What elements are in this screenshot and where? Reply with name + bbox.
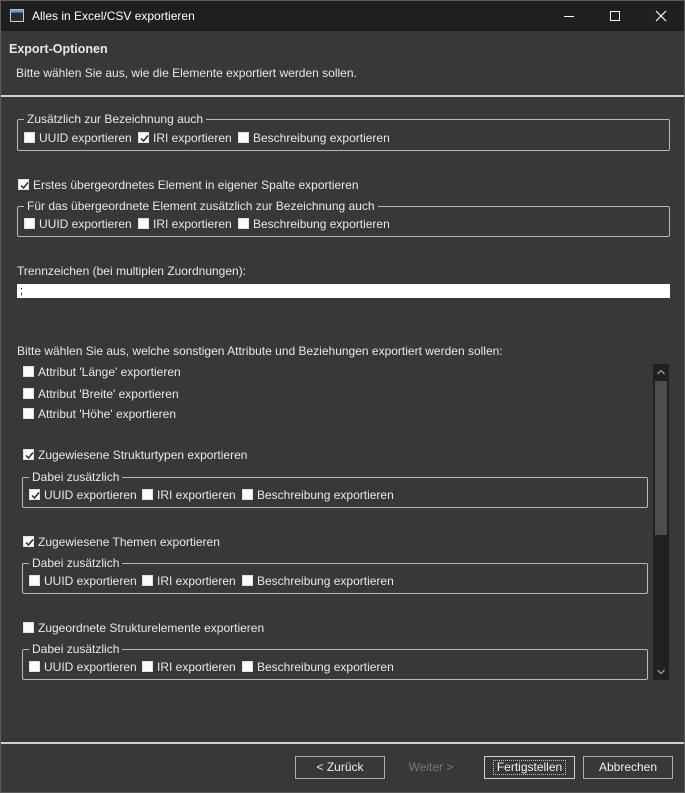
checkmark-icon xyxy=(139,133,150,144)
group-legend: Dabei zusätzlich xyxy=(29,556,122,570)
checkmark-icon xyxy=(30,490,41,501)
checkbox-box[interactable] xyxy=(23,388,34,399)
checkbox-box[interactable] xyxy=(23,408,34,419)
checkbox-label: Zugewiesene Themen exportieren xyxy=(38,535,220,549)
window-title: Alles in Excel/CSV exportieren xyxy=(32,9,195,23)
back-button[interactable]: < Zurück xyxy=(295,756,385,779)
checkbox-parent-column[interactable] xyxy=(18,177,359,193)
checkbox-label: IRI exportieren xyxy=(157,574,236,588)
scroll-up-button[interactable] xyxy=(653,364,669,380)
cancel-button[interactable]: Abbrechen xyxy=(583,756,673,779)
checkbox-label: Attribut 'Höhe' exportieren xyxy=(38,407,176,421)
checkbox-st-description[interactable] xyxy=(242,487,394,503)
scroll-down-button[interactable] xyxy=(653,664,669,680)
checkbox-box[interactable] xyxy=(23,449,34,460)
checkbox-box[interactable] xyxy=(142,661,153,672)
finish-button-label: Fertigstellen xyxy=(493,760,566,775)
scrollbar-thumb[interactable] xyxy=(655,381,667,535)
separator-label: Trennzeichen (bei multiplen Zuordnungen): xyxy=(17,264,247,278)
checkbox-box[interactable] xyxy=(238,218,249,229)
checkbox-th-uuid[interactable] xyxy=(29,573,137,589)
checkbox-themes[interactable] xyxy=(23,534,220,550)
checkbox-label: Beschreibung exportieren xyxy=(257,488,394,502)
checkbox-box[interactable] xyxy=(142,575,153,586)
checkbox-se-iri[interactable] xyxy=(142,659,236,675)
finish-button[interactable] xyxy=(484,756,575,779)
checkbox-label: Beschreibung exportieren xyxy=(257,574,394,588)
checkbox-width[interactable] xyxy=(23,386,179,402)
checkbox-box[interactable] xyxy=(29,575,40,586)
checkbox-label: IRI exportieren xyxy=(153,217,232,231)
checkbox-box[interactable] xyxy=(23,622,34,633)
checkbox-length[interactable] xyxy=(23,364,181,380)
group-legend: Dabei zusätzlich xyxy=(29,642,122,656)
checkbox-label: IRI exportieren xyxy=(157,488,236,502)
checkbox-box[interactable] xyxy=(23,366,34,377)
checkbox-iri[interactable] xyxy=(138,130,232,146)
page-subtitle: Bitte wählen Sie aus, wie die Elemente exportiert werden sollen. xyxy=(16,66,357,80)
group-legend: Für das übergeordnete Element zusätzlich zur Bezeichnung auch xyxy=(24,199,378,213)
checkbox-box[interactable] xyxy=(142,489,153,500)
attributes-intro: Bitte wählen Sie aus, welche sonstigen Attribute und Beziehungen exportiert werden sollen: xyxy=(17,344,503,358)
maximize-button[interactable] xyxy=(592,1,638,31)
group-legend: Zusätzlich zur Bezeichnung auch xyxy=(24,112,206,126)
checkbox-box[interactable] xyxy=(24,218,35,229)
checkbox-structure-types[interactable] xyxy=(23,447,247,463)
checkbox-box[interactable] xyxy=(29,661,40,672)
checkbox-box[interactable] xyxy=(138,132,149,143)
checkbox-label: Zugewiesene Strukturtypen exportieren xyxy=(38,448,248,462)
chevron-down-icon xyxy=(653,669,669,683)
checkbox-box[interactable] xyxy=(242,489,253,500)
checkbox-label: Attribut 'Länge' exportieren xyxy=(38,365,181,379)
separator-input[interactable]: ; xyxy=(17,284,670,298)
checkbox-box[interactable] xyxy=(242,575,253,586)
checkbox-box[interactable] xyxy=(29,489,40,500)
checkbox-th-description[interactable] xyxy=(242,573,394,589)
checkbox-parent-description[interactable] xyxy=(238,216,390,232)
checkbox-label: IRI exportieren xyxy=(153,131,232,145)
window-icon xyxy=(10,9,24,22)
checkbox-label: Beschreibung exportieren xyxy=(253,131,390,145)
checkbox-se-description[interactable] xyxy=(242,659,394,675)
checkbox-label: UUID exportieren xyxy=(44,660,137,674)
checkbox-uuid[interactable] xyxy=(24,130,132,146)
checkmark-icon xyxy=(19,180,30,191)
checkbox-box[interactable] xyxy=(238,132,249,143)
checkbox-se-uuid[interactable] xyxy=(29,659,137,675)
checkbox-label: Beschreibung exportieren xyxy=(253,217,390,231)
checkbox-description[interactable] xyxy=(238,130,390,146)
checkbox-box[interactable] xyxy=(18,179,29,190)
checkbox-st-uuid[interactable] xyxy=(29,487,137,503)
checkbox-st-iri[interactable] xyxy=(142,487,236,503)
next-button[interactable]: Weiter > xyxy=(393,756,469,779)
checkbox-th-iri[interactable] xyxy=(142,573,236,589)
checkbox-box[interactable] xyxy=(24,132,35,143)
checkbox-parent-iri[interactable] xyxy=(138,216,232,232)
checkbox-label: UUID exportieren xyxy=(44,574,137,588)
checkbox-label: UUID exportieren xyxy=(39,217,132,231)
checkbox-label: Zugeordnete Strukturelemente exportieren xyxy=(38,621,265,635)
minimize-button[interactable] xyxy=(546,1,592,31)
checkbox-label: Erstes übergeordnetes Element in eigener Spalte exportieren xyxy=(33,178,359,192)
checkbox-height[interactable] xyxy=(23,406,176,422)
checkmark-icon xyxy=(24,537,35,548)
page-title: Export-Optionen xyxy=(9,42,108,56)
footer-divider xyxy=(1,742,684,744)
title-bar[interactable] xyxy=(1,1,684,31)
checkbox-label: UUID exportieren xyxy=(39,131,132,145)
checkbox-label: Beschreibung exportieren xyxy=(257,660,394,674)
checkbox-label: Attribut 'Breite' exportieren xyxy=(38,387,179,401)
checkbox-label: UUID exportieren xyxy=(44,488,137,502)
checkbox-structure-elements[interactable] xyxy=(23,620,264,636)
vertical-scrollbar[interactable] xyxy=(653,364,669,680)
checkmark-icon xyxy=(24,450,35,461)
wizard-header xyxy=(1,31,684,96)
checkbox-box[interactable] xyxy=(23,536,34,547)
checkbox-label: IRI exportieren xyxy=(157,660,236,674)
close-button[interactable] xyxy=(638,1,684,31)
group-legend: Dabei zusätzlich xyxy=(29,470,122,484)
checkbox-box[interactable] xyxy=(138,218,149,229)
header-divider xyxy=(1,95,684,97)
checkbox-parent-uuid[interactable] xyxy=(24,216,132,232)
checkbox-box[interactable] xyxy=(242,661,253,672)
